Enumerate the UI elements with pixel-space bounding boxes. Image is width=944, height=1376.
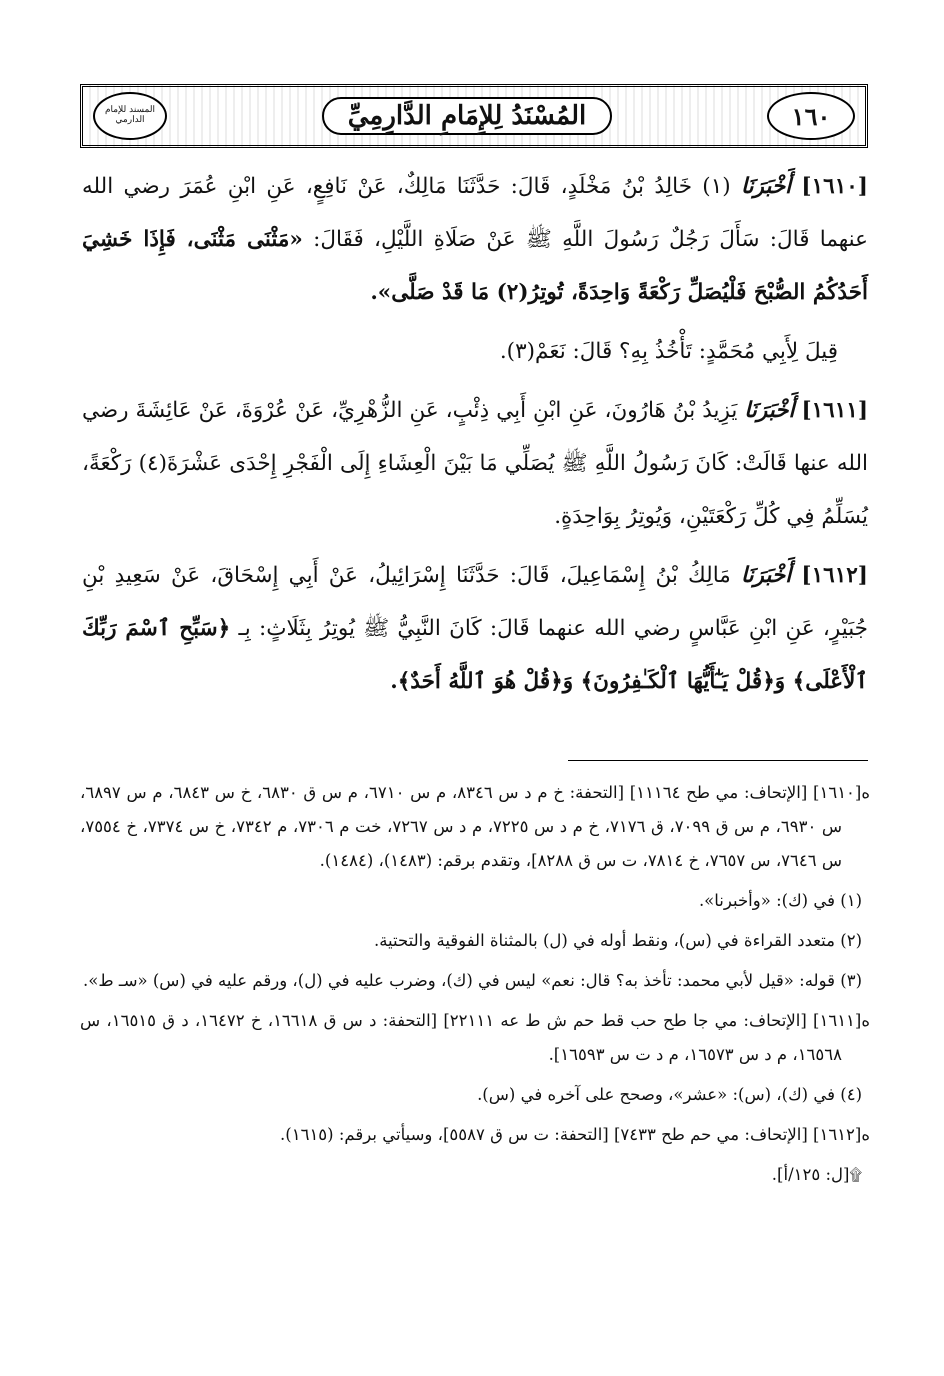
hadith-number: [١٦١٠]: [801, 174, 868, 199]
hadith-lead: أَخْبَرَنَا: [741, 563, 792, 588]
footnote-divider: [568, 760, 868, 761]
footnote: (٤) في (ك)، (س): «عشر»، وصحح على آخره في (س).: [477, 1085, 862, 1104]
hadith-number: [١٦١٢]: [801, 563, 868, 588]
footnote-takhrij: ه[١٦١٢] [الإتحاف: مي حم طح ٧٤٣٣] [التحفة: ت س ق ٥٥٨٧]، وسيأتي برقم: (١٦١٥).: [280, 1125, 870, 1144]
hadith-1610: [82, 160, 868, 319]
hadith-1611: [82, 384, 868, 543]
page-header: [80, 84, 868, 148]
footnotes: [80, 776, 870, 1198]
footnote: (١) في (ك): «وأخبرنا».: [698, 891, 862, 910]
hadith-lead: أَخْبَرَنَا: [740, 174, 792, 199]
page-number: ١٦٠: [767, 92, 855, 140]
footnote-takhrij: ه[١٦١٠] [الإتحاف: مي طح ١١١٦٤] [التحفة: خ م د س ٨٣٤٦، م س ٦٧١٠، م س ق ٦٨٣٠، خ س ٦٨٤٣، م س ٦٨٩٧، س ٦٩٣٠، م س ق ٧٠٩٩، ق ٧١٧٦، خ م د س ٧٢٢٥، م د س ٧٢٦٧، خت م ٧٣٠٦، م ٧٣٤٢، خ س ٧٣٧٤، خ ٧٥٥٤، س ٧٦٤٦، س ٧٦٥٧، خ ٧٨١٤، ت س ق ٨٢٨٨]، وتقدم برقم: (١٤٨٣)، (١٤٨٤).: [80, 783, 871, 870]
footnote: (٣) قوله: «قيل لأبي محمد: تأخذ به؟ قال: نعم» ليس في (ك)، وضرب عليه في (ل)، ورقم عليه في (س) «سـ ط».: [83, 971, 862, 990]
hadith-text: مَالِكُ بْنُ إِسْمَاعِيلَ، قَالَ: حَدَّثَنَا إِسْرَائِيلُ، عَنْ أَبِي إِسْحَاقَ، عَنْ سَعِيدِ بْنِ جُبَيْرٍ، عَنِ ابْنِ عَبَّاسٍ رضي الله عنهما قَالَ: كَانَ النَّبِيُّ ﷺ يُوتِرُ بِثَلَاثٍ: بِـ: [82, 563, 868, 641]
book-title: المُسْنَدُ لِلإِمَامِ الدَّارِمِيِّ: [322, 97, 613, 135]
footnote-manuscript-ref: ۩[ل: ١٢٥/أ].: [771, 1165, 862, 1184]
hadith-quote: ﴿سَبِّحِ ٱسْمَ رَبِّكَ ٱلْأَعْلَى﴾ وَ﴿قُلْ يَـٰٓأَيُّهَا ٱلْكَـٰفِرُونَ﴾ وَ﴿قُلْ هُوَ ٱللَّهُ أَحَدٌ﴾.: [82, 616, 868, 694]
hadith-lead: أَخْبَرَنَا: [744, 398, 795, 423]
hadith-text: يَزِيدُ بْنُ هَارُونَ، عَنِ ابْنِ أَبِي ذِئْبٍ، عَنِ الزُّهْرِيِّ، عَنْ عُرْوَةَ، عَنْ عَائِشَةَ رضي الله عنها قَالَتْ: كَانَ رَسُولُ اللَّهِ ﷺ يُصَلِّي مَا بَيْنَ الْعِشَاءِ إِلَى الْفَجْرِ إِحْدَى عَشْرَةَ(٤) رَكْعَةً، يُسَلِّمُ فِي كُلِّ رَكْعَتَيْنِ، وَيُوتِرُ بِوَاحِدَةٍ.: [82, 398, 868, 529]
hadith-text: (١) خَالِدُ بْنُ مَخْلَدٍ، قَالَ: حَدَّثَنَا مَالِكٌ، عَنْ نَافِعٍ، عَنِ ابْنِ عُمَرَ رضي الله عنهما قَالَ: سَأَلَ رَجُلٌ رَسُولَ اللَّهِ ﷺ عَنْ صَلَاةِ اللَّيْلِ، فَقَالَ:: [82, 174, 868, 252]
book-seal-emblem: المسند للإمام الدارمي: [93, 92, 167, 140]
hadith-quote: «مَثْنَى مَثْنَى، فَإِذَا خَشِيَ أَحَدُكُمُ الصُّبْحَ فَلْيُصَلِّ رَكْعَةً وَاحِدَةً، تُوتِرُ(٢) مَا قَدْ صَلَّى».: [82, 227, 868, 305]
main-text: [82, 160, 868, 714]
hadith-1610-extra: قِيلَ لِأَبِي مُحَمَّدٍ: تَأْخُذُ بِهِ؟ قَالَ: نَعَمْ(٣).: [499, 339, 838, 364]
hadith-1612: [82, 549, 868, 708]
footnote-takhrij: ه[١٦١١] [الإتحاف: مي جا طح حب قط حم ش ط عه ٢٢١١١] [التحفة: د س ق ١٦٦١٨، خ ١٦٤٧٢، د ق ١٦٥١٥، س ١٦٥٦٨، م د س ١٦٥٧٣، م د ت س ١٦٥٩٣].: [80, 1011, 871, 1064]
hadith-number: [١٦١١]: [801, 398, 869, 423]
footnote: (٢) متعدد القراءة في (س)، ونقط أوله في (ل) بالمثناة الفوقية والتحتية.: [373, 931, 862, 950]
